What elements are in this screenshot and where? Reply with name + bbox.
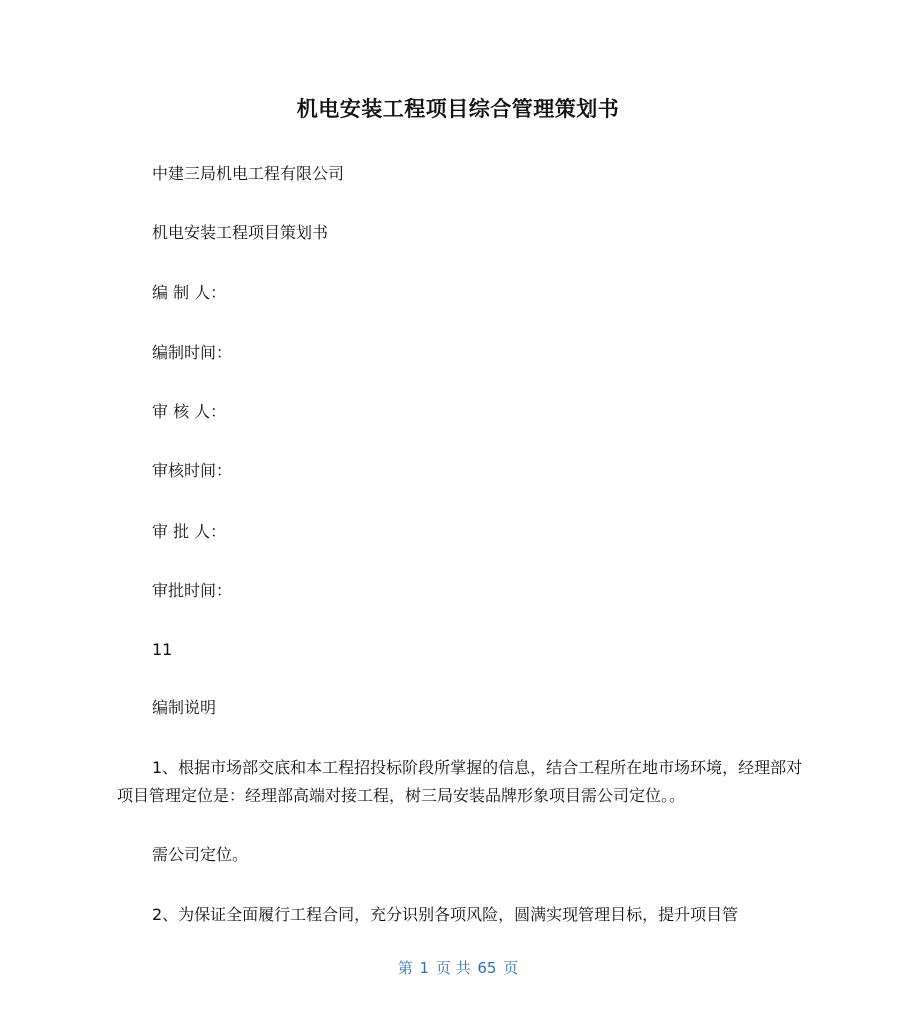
paragraph-1 [117, 754, 817, 810]
footer-total-pages: 65 [477, 959, 497, 977]
document-title: 机电安装工程项目综合管理策划书 [296, 97, 620, 121]
compiler-field: 编 制 人： [152, 283, 227, 302]
footer-current-page: 1 [419, 959, 430, 977]
document-subtitle: 机电安装工程项目策划书 [152, 223, 329, 242]
company-name: 中建三局机电工程有限公司 [152, 164, 345, 183]
number-line: 11 [152, 640, 173, 659]
footer-suffix: 页 [503, 959, 519, 977]
footer-prefix: 第 [397, 959, 413, 977]
review-time-field: 审核时间： [152, 461, 233, 480]
paragraph-2-text: 2、为保证全面履行工程合同，充分识别各项风险，圆满实现管理目标，提升项目管 [152, 905, 739, 924]
paragraph-1-continuation: 需公司定位。 [152, 845, 249, 864]
approve-time-field: 审批时间： [152, 581, 233, 600]
compile-time-field: 编制时间： [152, 343, 233, 362]
paragraph-2 [117, 901, 817, 929]
section-heading: 编制说明 [152, 698, 217, 717]
reviewer-field: 审 核 人： [152, 402, 227, 421]
page-footer [0, 958, 916, 978]
paragraph-1-text: 1、根据市场部交底和本工程招投标阶段所掌握的信息，结合工程所在地市场环境，经理部对项目管理定位是：经理部高端对接工程，树三局安装品牌形象项目需公司定位。。 [117, 758, 803, 805]
approver-field: 审 批 人： [152, 522, 227, 541]
footer-middle: 页 共 [435, 959, 471, 977]
